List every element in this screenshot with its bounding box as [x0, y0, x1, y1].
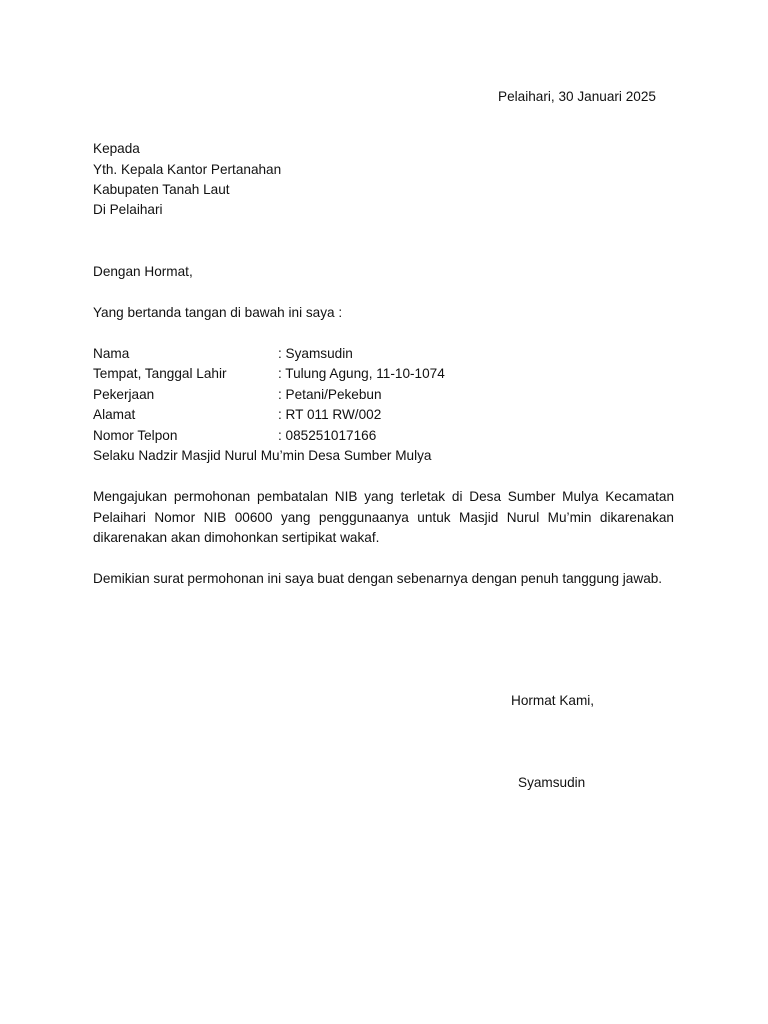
field-label-alamat: Alamat	[93, 407, 136, 422]
field-label-telpon: Nomor Telpon	[93, 428, 178, 443]
closing-greeting: Hormat Kami,	[511, 693, 595, 708]
recipient-line-2: Yth. Kepala Kantor Pertanahan	[93, 162, 282, 177]
closing-paragraph: Demikian surat permohonan ini saya buat dengan sebenarnya dengan penuh tanggung jawab.	[93, 571, 663, 586]
field-value-pekerjaan: : Petani/Pekebun	[278, 387, 382, 402]
field-label-ttl: Tempat, Tanggal Lahir	[93, 366, 227, 381]
field-value-nama: : Syamsudin	[278, 346, 353, 361]
signer-name: Syamsudin	[518, 775, 586, 790]
place-date: Pelaihari, 30 Januari 2025	[498, 89, 656, 104]
field-value-ttl: : Tulung Agung, 11-10-1074	[278, 366, 445, 381]
recipient-line-1: Kepada	[93, 141, 140, 156]
intro-line: Yang bertanda tangan di bawah ini saya :	[93, 305, 343, 320]
role-line: Selaku Nadzir Masjid Nurul Mu’min Desa Sumber Mulya	[93, 448, 432, 463]
salutation: Dengan Hormat,	[93, 264, 193, 279]
field-value-telpon: : 085251017166	[278, 428, 377, 443]
field-label-pekerjaan: Pekerjaan	[93, 387, 155, 402]
recipient-line-3: Kabupaten Tanah Laut	[93, 182, 230, 197]
body-paragraph: Mengajukan permohonan pembatalan NIB yang terletak di Desa Sumber Mulya Kecamatan Pelaihari Nomor NIB 00600 yang penggunaanya untuk Masjid Nurul Mu’min dikarenakan dikarenakan akan dimohonkan sertipikat wakaf.	[93, 489, 674, 545]
field-value-alamat: : RT 011 RW/002	[278, 407, 382, 422]
recipient-line-4: Di Pelaihari	[93, 202, 163, 217]
field-label-nama: Nama	[93, 346, 130, 361]
